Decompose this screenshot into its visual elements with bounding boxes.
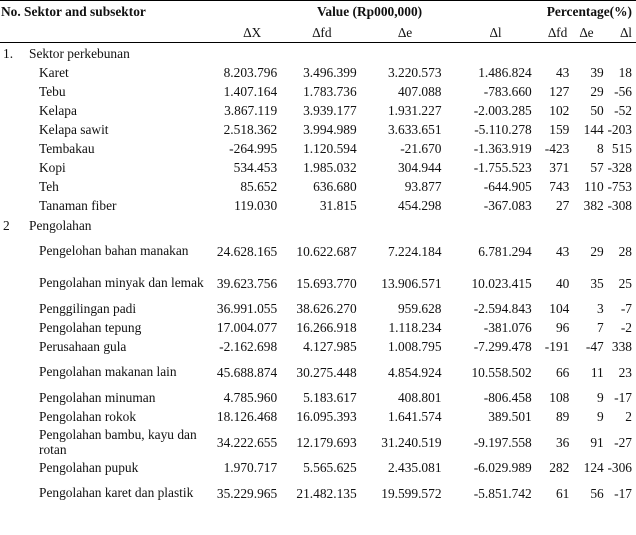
row-label: Pengelohan bahan manakan (39, 243, 189, 259)
cell-dx: 1.970.717 (223, 460, 278, 475)
cell-de: 1.931.227 (387, 103, 442, 118)
cell-pe: 3 (597, 301, 604, 316)
table-row (0, 299, 636, 318)
cell-dx: 2.518.362 (223, 122, 278, 137)
cell-dfd: 38.626.270 (296, 301, 357, 316)
row-label: Kelapa (39, 103, 77, 118)
table-row (0, 158, 636, 177)
row-label: Kopi (39, 160, 66, 175)
cell-pl: 18 (618, 65, 632, 80)
cell-de: 93.877 (404, 179, 442, 194)
cell-dfd: 3.994.989 (303, 122, 357, 137)
table-row (0, 318, 636, 337)
cell-de: 304.944 (397, 160, 442, 175)
row-label: Pengolahan makanan lain (39, 364, 177, 380)
table-row (0, 235, 636, 267)
cell-dl: -644.905 (483, 179, 532, 194)
table-body (0, 43, 636, 510)
header-col-dx: ∆X (207, 22, 277, 43)
cell-pfd: 43 (555, 243, 570, 259)
cell-pl: 25 (618, 275, 632, 291)
section-row (0, 215, 636, 235)
row-label: Teh (39, 179, 59, 194)
cell-pl: -52 (614, 103, 632, 118)
table-row (0, 177, 636, 196)
cell-dfd: 16.095.393 (296, 409, 357, 424)
cell-pfd: 96 (555, 320, 570, 335)
table-row (0, 356, 636, 388)
cell-de: 3.633.651 (387, 122, 442, 137)
table-row (0, 196, 636, 215)
cell-dl: -783.660 (483, 84, 532, 99)
cell-pl: -56 (614, 84, 632, 99)
header-col-de: ∆e (357, 22, 442, 43)
table-row (0, 120, 636, 139)
cell-dfd: 1.120.594 (303, 141, 357, 156)
cell-pe: 29 (590, 243, 604, 259)
cell-dx: 35.229.965 (216, 485, 278, 501)
cell-dfd: 10.622.687 (296, 243, 357, 259)
cell-dfd: 3.496.399 (303, 65, 357, 80)
cell-dx: 1.407.164 (223, 84, 278, 99)
cell-dl: -806.458 (483, 390, 532, 405)
cell-dx: 24.628.165 (216, 243, 278, 259)
table-row (0, 101, 636, 120)
cell-pe: 8 (597, 141, 604, 156)
cell-pfd: 104 (549, 301, 570, 316)
table-row (0, 388, 636, 407)
cell-pfd: -423 (544, 141, 570, 156)
table-row (0, 407, 636, 426)
cell-dx: 34.222.655 (216, 434, 278, 450)
cell-dx: 18.126.468 (216, 409, 278, 424)
cell-dfd: 31.815 (319, 198, 357, 213)
cell-dfd: 12.179.693 (296, 434, 357, 450)
cell-pfd: 108 (549, 390, 570, 405)
cell-de: 4.854.924 (387, 364, 442, 380)
cell-de: 19.599.572 (381, 485, 442, 501)
cell-dx: 36.991.055 (216, 301, 278, 316)
cell-dl: 6.781.294 (478, 243, 532, 259)
cell-pfd: 102 (549, 103, 570, 118)
cell-dx: -264.995 (229, 141, 278, 156)
cell-de: 407.088 (397, 84, 442, 99)
row-label: Pengolahan karet dan plastik (39, 485, 194, 501)
cell-de: 13.906.571 (381, 275, 442, 291)
cell-pl: -753 (607, 179, 632, 194)
table-row (0, 82, 636, 101)
row-label: Pengolahan minyak dan lemak (39, 275, 204, 291)
cell-dfd: 21.482.135 (296, 485, 357, 501)
cell-de: -21.670 (400, 141, 442, 156)
table-row (0, 267, 636, 299)
header-value-group: Value (Rp000,000) (316, 4, 423, 19)
cell-dx: 85.652 (240, 179, 278, 194)
cell-pe: 144 (583, 122, 604, 137)
cell-dl: -5.851.742 (473, 485, 532, 501)
cell-pl: 23 (618, 364, 632, 380)
cell-de: 1.008.795 (387, 339, 442, 354)
table-row (0, 139, 636, 158)
cell-pe: 56 (590, 485, 604, 501)
cell-dl: 1.486.824 (478, 65, 532, 80)
header-col-pct-fd: ∆fd (532, 22, 570, 43)
cell-pe: 39 (590, 65, 604, 80)
section-number: 1. (3, 45, 14, 61)
cell-dl: 389.501 (488, 409, 532, 424)
cell-pl: -203 (607, 122, 632, 137)
cell-de: 31.240.519 (381, 434, 442, 450)
cell-pe: 9 (597, 390, 604, 405)
cell-pfd: 27 (555, 198, 570, 213)
cell-dl: 10.558.502 (471, 364, 532, 380)
cell-pl: -306 (607, 460, 632, 475)
cell-de: 959.628 (397, 301, 442, 316)
row-label: Pengolahan bambu, kayu dan rotan (39, 426, 197, 457)
cell-dx: 45.688.874 (216, 364, 278, 380)
cell-pl: 515 (611, 141, 632, 156)
cell-pl: 28 (618, 243, 632, 259)
cell-pfd: 371 (549, 160, 570, 175)
cell-dx: 119.030 (234, 198, 278, 213)
cell-pe: 57 (590, 160, 604, 175)
cell-pe: 124 (583, 460, 604, 475)
row-label: Karet (39, 65, 69, 80)
cell-pfd: 743 (549, 179, 570, 194)
cell-dl: -367.083 (483, 198, 532, 213)
cell-pe: 35 (590, 275, 604, 291)
cell-de: 1.118.234 (388, 320, 442, 335)
cell-de: 3.220.573 (387, 65, 442, 80)
cell-dfd: 636.680 (313, 179, 357, 194)
cell-pl: -17 (614, 485, 632, 501)
cell-dfd: 5.565.625 (303, 460, 357, 475)
header-no-sektor: No. Sektor and subsektor (1, 4, 146, 19)
row-label: Pengolahan tepung (39, 320, 142, 335)
cell-dl: -2.003.285 (473, 103, 532, 118)
header-col-pct-l: ∆l (604, 22, 636, 43)
cell-dfd: 30.275.448 (296, 364, 357, 380)
cell-pfd: 40 (555, 275, 570, 291)
cell-pe: 7 (597, 320, 604, 335)
header-row-columns (0, 22, 636, 43)
cell-pfd: 66 (555, 364, 570, 380)
cell-dl: -7.299.478 (473, 339, 532, 354)
cell-dl: -9.197.558 (473, 434, 532, 450)
cell-dfd: 16.266.918 (296, 320, 357, 335)
row-label: Kelapa sawit (39, 122, 109, 137)
header-row-groups (0, 1, 636, 23)
section-row (0, 43, 636, 64)
cell-dfd: 1.985.032 (303, 160, 357, 175)
cell-pl: -308 (607, 198, 632, 213)
cell-dx: 534.453 (233, 160, 278, 175)
cell-de: 408.801 (397, 390, 442, 405)
header-col-dfd: ∆fd (277, 22, 357, 43)
cell-pfd: 61 (555, 485, 570, 501)
cell-dl: -1.363.919 (473, 141, 532, 156)
row-label: Pengolahan pupuk (39, 460, 139, 475)
table-row (0, 458, 636, 477)
table-row (0, 426, 636, 458)
cell-pfd: 36 (555, 434, 570, 450)
header-col-dl: ∆l (442, 22, 532, 43)
cell-dl: -5.110.278 (474, 122, 532, 137)
cell-dfd: 15.693.770 (296, 275, 357, 291)
section-number: 2 (3, 217, 10, 233)
cell-dfd: 4.127.985 (303, 339, 357, 354)
cell-pfd: -191 (544, 339, 570, 354)
cell-pfd: 127 (549, 84, 570, 99)
cell-dfd: 1.783.736 (303, 84, 357, 99)
cell-pe: -47 (585, 339, 604, 354)
cell-pl: 338 (611, 339, 632, 354)
cell-dfd: 5.183.617 (303, 390, 357, 405)
cell-pe: 91 (590, 434, 604, 450)
cell-dx: 17.004.077 (216, 320, 278, 335)
cell-pl: -27 (614, 434, 632, 450)
row-label: Perusahaan gula (39, 339, 127, 354)
cell-pe: 29 (590, 84, 604, 99)
cell-dfd: 3.939.177 (303, 103, 357, 118)
cell-dl: -2.594.843 (473, 301, 532, 316)
cell-pl: -17 (614, 390, 632, 405)
header-col-pct-e: ∆e (569, 22, 603, 43)
table-row (0, 477, 636, 509)
row-label: Penggilingan padi (39, 301, 137, 316)
section-name: Pengolahan (29, 217, 92, 233)
cell-dx: 8.203.796 (223, 65, 278, 80)
cell-dl: -381.076 (483, 320, 532, 335)
cell-pl: 2 (625, 409, 632, 424)
cell-dx: 3.867.119 (224, 103, 278, 118)
row-label: Tebu (39, 84, 66, 99)
cell-pl: -7 (620, 301, 632, 316)
cell-dl: -1.755.523 (473, 160, 532, 175)
cell-pfd: 159 (549, 122, 570, 137)
header-percentage-group: Percentage(%) (546, 4, 632, 19)
cell-pe: 110 (584, 179, 604, 194)
cell-pl: -2 (620, 320, 632, 335)
row-label: Pengolahan minuman (39, 390, 156, 405)
table-row (0, 337, 636, 356)
cell-de: 454.298 (397, 198, 442, 213)
cell-dl: -6.029.989 (473, 460, 532, 475)
row-label: Pengolahan rokok (39, 409, 137, 424)
cell-pfd: 282 (549, 460, 570, 475)
cell-dx: 39.623.756 (216, 275, 278, 291)
cell-pe: 50 (590, 103, 604, 118)
cell-de: 7.224.184 (387, 243, 442, 259)
cell-pfd: 43 (555, 65, 570, 80)
row-label: Tembakau (39, 141, 95, 156)
cell-pe: 11 (590, 364, 604, 380)
row-label: Tanaman fiber (39, 198, 117, 213)
cell-dx: -2.162.698 (219, 339, 278, 354)
cell-pfd: 89 (555, 409, 570, 424)
table-row (0, 63, 636, 82)
cell-de: 1.641.574 (387, 409, 442, 424)
cell-dl: 10.023.415 (471, 275, 532, 291)
cell-de: 2.435.081 (387, 460, 442, 475)
section-name: Sektor perkebunan (29, 45, 130, 61)
cell-dx: 4.785.960 (223, 390, 278, 405)
cell-pe: 382 (583, 198, 604, 213)
cell-pl: -328 (607, 160, 632, 175)
cell-pe: 9 (597, 409, 604, 424)
